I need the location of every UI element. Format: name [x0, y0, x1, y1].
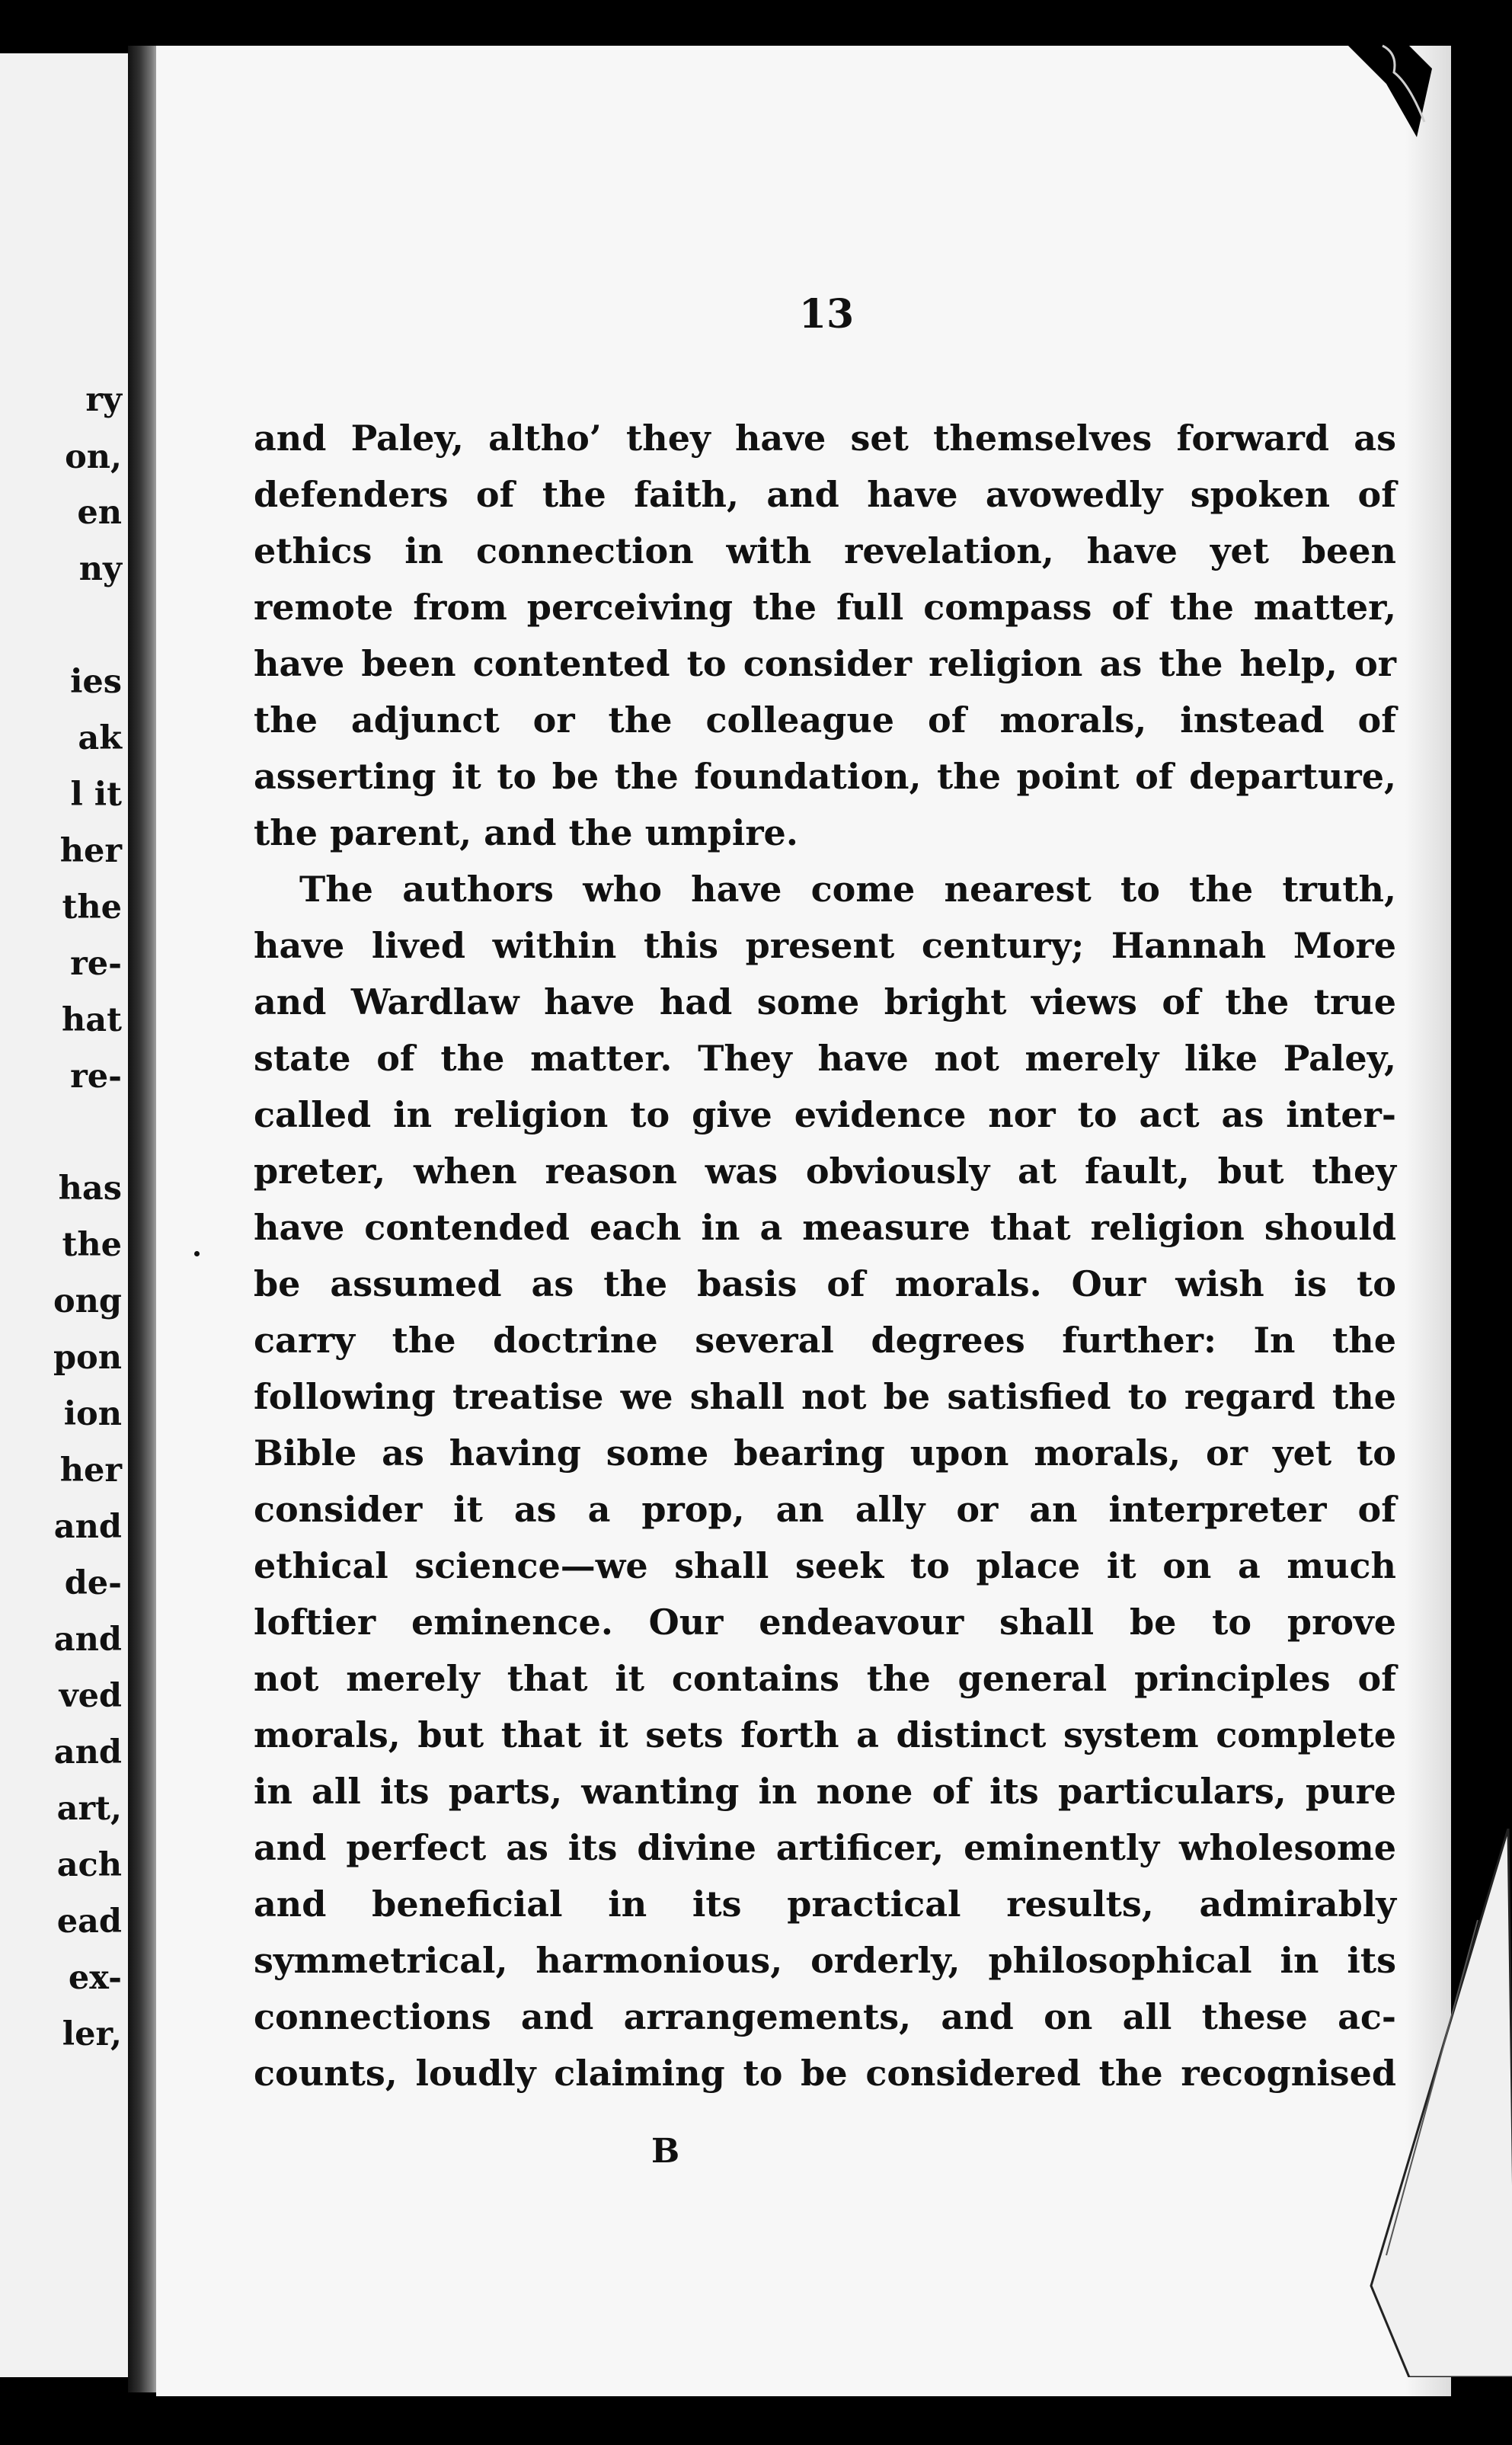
- facing-text-fragment: ry: [85, 381, 122, 419]
- signature-mark: B: [651, 2132, 680, 2171]
- text-line: and Paley, altho’ they have set themselves forward as: [254, 418, 1396, 459]
- page-number: 13: [798, 291, 855, 338]
- text-line: and beneficial in its practical results, admirably: [254, 1883, 1396, 1925]
- facing-text-fragment: and: [53, 1621, 122, 1659]
- facing-text-fragment: re-: [70, 1058, 122, 1096]
- text-line: in all its parts, wanting in none of its particulars, pure: [254, 1771, 1396, 1812]
- text-line: state of the matter. They have not merely like Paley,: [254, 1038, 1396, 1079]
- facing-text-fragment: ach: [56, 1846, 122, 1884]
- facing-text-fragment: on,: [65, 438, 122, 476]
- text-line: asserting it to be the foundation, the point of departure,: [254, 756, 1396, 797]
- text-line: ethical science—we shall seek to place it on a much: [254, 1545, 1396, 1586]
- facing-text-fragment: pon: [53, 1339, 122, 1377]
- facing-text-fragment: the: [62, 888, 122, 926]
- text-line: loftier eminence. Our endeavour shall be to prove: [254, 1602, 1396, 1643]
- text-line: remote from perceiving the full compass of the matter,: [254, 587, 1396, 628]
- text-line: have been contented to consider religion as the help, or: [254, 643, 1396, 684]
- page-corner-fold: [1363, 1829, 1512, 2377]
- body-text: [254, 410, 1396, 2101]
- facing-text-fragment: de-: [64, 1564, 122, 1602]
- text-line: symmetrical, harmonious, orderly, philosophical in its: [254, 1940, 1396, 1981]
- text-line: connections and arrangements, and on all these ac-: [254, 1996, 1396, 2037]
- text-line: ethics in connection with revelation, have yet been: [254, 530, 1396, 571]
- text-line: the adjunct or the colleague of morals, instead of: [254, 699, 1396, 741]
- text-line: preter, when reason was obviously at fault, but they: [254, 1150, 1396, 1192]
- facing-text-fragment: l it: [70, 776, 122, 814]
- facing-text-fragment: her: [59, 1451, 122, 1490]
- facing-text-fragment: the: [62, 1226, 122, 1264]
- text-line: the parent, and the umpire.: [254, 812, 798, 853]
- text-line: not merely that it contains the general principles of: [254, 1658, 1396, 1699]
- text-line: be assumed as the basis of morals. Our wish is to: [254, 1263, 1396, 1304]
- text-line: Bible as having some bearing upon morals, or yet to: [254, 1432, 1396, 1474]
- text-line: following treatise we shall not be satisfied to regard the: [254, 1376, 1396, 1417]
- text-line: have lived within this present century; Hannah More: [254, 925, 1396, 966]
- facing-text-fragment: ies: [70, 663, 122, 701]
- facing-text-fragment: ong: [53, 1282, 122, 1320]
- ink-speck: [194, 1251, 200, 1256]
- text-line: carry the doctrine several degrees further: In the: [254, 1320, 1396, 1361]
- facing-text-fragment: and: [53, 1508, 122, 1546]
- text-line: and perfect as its divine artificer, eminently wholesome: [254, 1827, 1396, 1868]
- facing-text-fragment: and: [53, 1733, 122, 1771]
- facing-text-fragment: ved: [59, 1677, 122, 1715]
- book-page: [156, 46, 1451, 2396]
- facing-text-fragment: ead: [56, 1903, 122, 1941]
- facing-page: [0, 53, 129, 2377]
- text-line: morals, but that it sets forth a distinct system complete: [254, 1714, 1396, 1755]
- text-line: counts, loudly claiming to be considered the recognised: [254, 2053, 1396, 2094]
- text-line: called in religion to give evidence nor to act as inter-: [254, 1094, 1396, 1135]
- facing-text-fragment: her: [59, 832, 122, 870]
- text-line: consider it as a prop, an ally or an interpreter of: [254, 1489, 1396, 1530]
- facing-text-fragment: hat: [62, 1001, 122, 1039]
- facing-text-fragment: ler,: [62, 2015, 122, 2053]
- text-line: and Wardlaw have had some bright views of the true: [254, 981, 1396, 1022]
- facing-text-fragment: ion: [63, 1395, 122, 1433]
- page-corner-tear: [1341, 38, 1432, 137]
- text-line: The authors who have come nearest to the truth,: [299, 869, 1396, 910]
- facing-text-fragment: art,: [56, 1790, 122, 1828]
- facing-text-fragment: ny: [78, 550, 122, 588]
- facing-text-fragment: re-: [70, 945, 122, 983]
- facing-text-fragment: ak: [78, 719, 122, 757]
- facing-text-fragment: ex-: [68, 1959, 122, 1997]
- facing-text-fragment: has: [58, 1170, 122, 1208]
- text-line: have contended each in a measure that religion should: [254, 1207, 1396, 1248]
- text-line: defenders of the faith, and have avowedly spoken of: [254, 474, 1396, 515]
- facing-text-fragment: en: [77, 494, 122, 532]
